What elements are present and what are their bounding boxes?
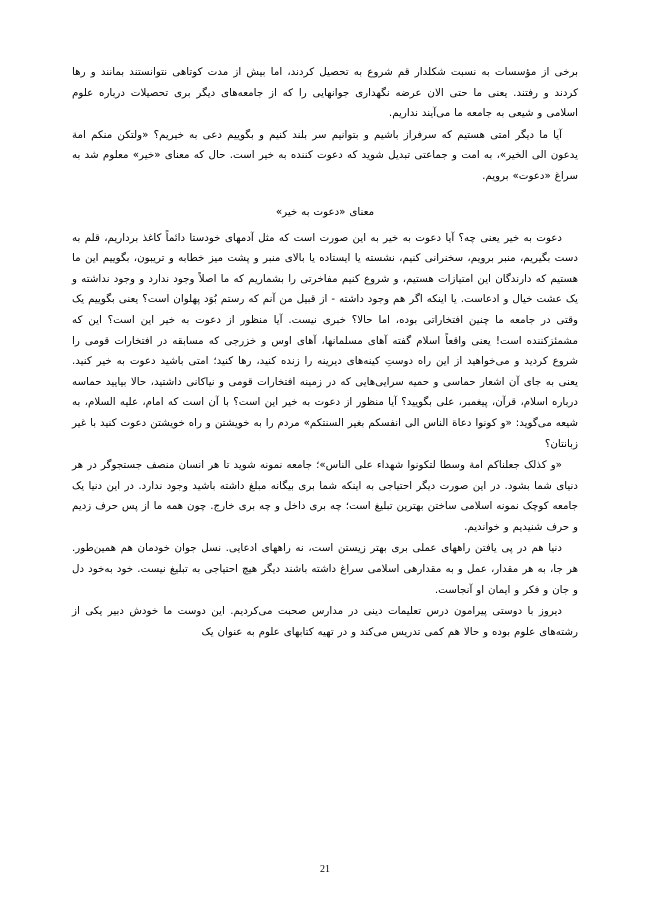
paragraph-6: دیروز با دوستی پیرامون درس تعلیمات دینی در مدارس صحبت می‌کردیم. این دوست ما خودش دبیر یکی از رشته‌های علوم بوده و حالا هم کمی تدریس می‌کند و در تهیه کتابهای علوم به عنوان یک — [72, 605, 578, 638]
paragraph-4: «و کذلک جعلناکم امة وسطا لتکونوا شهداء علی الناس»؛ جامعه نمونه شوید تا هر انسان منصف جستجوگر در هر دنیای شما بشود. در این صورت دیگر احتیاجی به اینکه شما بری بیگانه مبلغ داشته باشید وجود ندارد. در این دنیا یک جامعه کوچک نمونه اسلامی ساختن بهترین تبلیغ است؛ چه بری داخل و چه بری خارج. چون همه ما از پس حرف زدیم و حرف شنیدیم و خواندیم. — [72, 459, 578, 533]
section-heading: معنای «دعوت به خیر» — [275, 205, 375, 218]
page-body — [72, 62, 578, 643]
paragraph-1: برخی از مؤسسات به نسبت شکلدار قم شروع به تحصیل کردند، اما بیش از مدت کوتاهی نتوانستند بمانند و رها کردند و رفتند. یعنی ما حتی الان عرضه نگهداری جوانهایی را که از جامعه‌های دیگر بری تحصیلات درباره علوم اسلامی و شیعی به جامعه ما می‌آیند نداریم. — [72, 66, 578, 120]
paragraph-2: آیا ما دیگر امتی هستیم که سرفراز باشیم و بتوانیم سر بلند کنیم و بگوییم دعی به خیریم؟ «ولتکن منکم امة یدعون الی الخیر»، به امت و جماعتی تبدیل شوید که دعوت کننده به خیر است. حال که معنای «خیر» معلوم شد به سراغ «دعوت» برویم. — [72, 128, 578, 182]
paragraph-5: دنیا هم در پی یافتن راههای عملی بری بهتر زیستن است، نه راههای ادعایی. نسل جوان خودمان هم همین‌طور. هر جا، به هر مقدار، عمل و به مقدارهی اسلامی سراغ داشته باشند دیگر هیچ احتیاجی به تبلیغ نیست. خود به‌خود دل و جان و فکر و ایمان او آنجاست. — [72, 542, 578, 596]
paragraph-3: دعوت به خیر یعنی چه؟ آیا دعوت به خیر به این صورت است که مثل آدمهای خودستا دائماً کاغذ برداریم، قلم به دست بگیریم، منبر برویم، سخنرانی کنیم، نشسته یا ایستاده یا بالای منبر و پشت میز خطابه و تریبون، بگوییم این ما هستیم که دارندگان این امتیازات هستیم، و شروع کنیم مفاخرتی را بشماریم که ما اصلاً وجود ندارد و وجود نداشته و یک عشت خیال و ادعاست. یا اینکه اگر هم وجود داشته - از قبیل من آنم که رستم بُوَد پهلوان است؟ یعنی بگوییم یک وقتی در جامعه ما چنین افتخاراتی بوده، اما حالا؟ خبری نیست. آیا منظور از دعوت به خیر این است؟ این که مشمئزکننده است! یعنی واقعاً اسلام گفته آهای مسلمانها، آهای اوس و خزرجی که مسابقه در افتخارات قومی را شروع کردید و می‌خواهید از این راه دوستِ کینه‌های دیرینه را زنده کنید، رها کنید؛ امتی باشید دعوت به خیر کنید. یعنی به جای آن اشعار حماسی و حمیه سرایی‌هایی که در زمینه افتخارات قومی و نیاکانی داشتید، حالا بیایید حماسه درباره اسلام، قرآن، پیغمبر، علی بگویید؟ آیا منظور از دعوت به خیر این است؟ با آن است که امام، علیه السلام، به شیعه می‌گوید: «و کونوا دعاة الناس الی انفسکم بغیر السنتکم» مردم را به خویشتن و راه خویشتن دعوت کنید با غیر زبانتان؟ — [72, 231, 578, 450]
page-number: 21 — [320, 864, 330, 875]
